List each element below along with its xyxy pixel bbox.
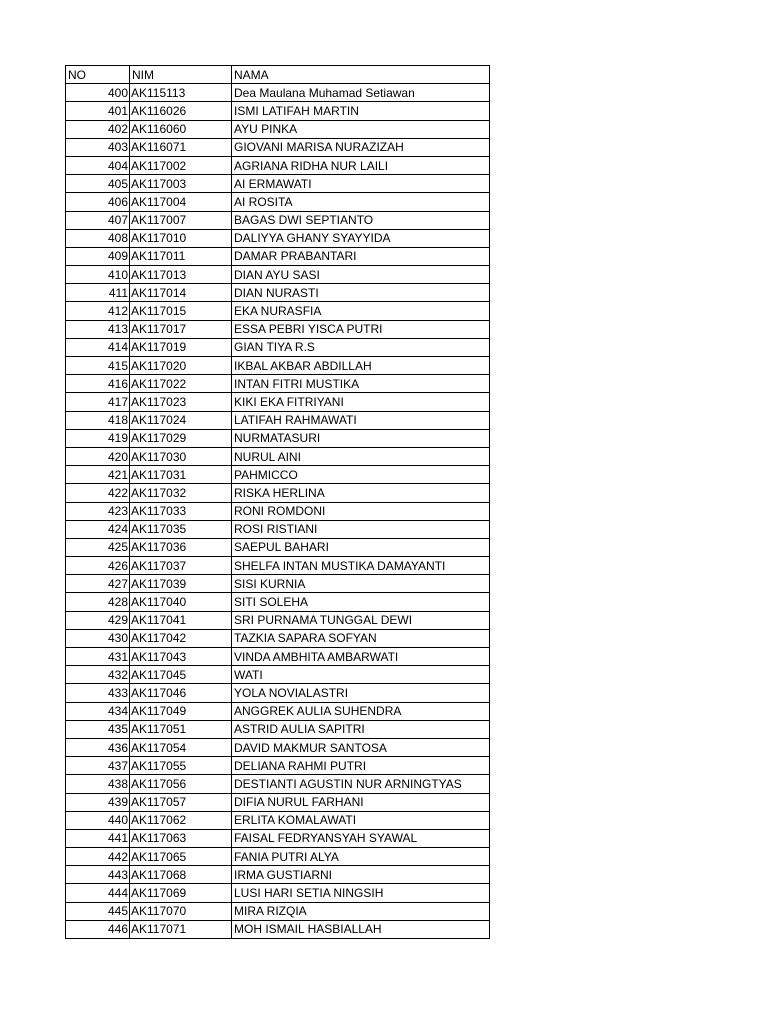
row-nama-cell: YOLA NOVIALASTRI bbox=[232, 684, 490, 702]
row-nim-cell: AK117045 bbox=[130, 666, 232, 684]
table-row bbox=[66, 466, 490, 484]
table-row bbox=[66, 848, 490, 866]
row-no-cell: 409 bbox=[66, 247, 130, 265]
row-nim-cell: AK117051 bbox=[130, 720, 232, 738]
row-nama-cell: ASTRID AULIA SAPITRI bbox=[232, 720, 490, 738]
table-row bbox=[66, 175, 490, 193]
table-row bbox=[66, 611, 490, 629]
row-nim-cell: AK117063 bbox=[130, 829, 232, 847]
row-nim-cell: AK117004 bbox=[130, 193, 232, 211]
row-no-cell: 418 bbox=[66, 411, 130, 429]
row-nama-cell: GIAN TIYA R.S bbox=[232, 338, 490, 356]
row-no-cell: 446 bbox=[66, 920, 130, 938]
row-nama-cell: RONI ROMDONI bbox=[232, 502, 490, 520]
row-nim-cell: AK117041 bbox=[130, 611, 232, 629]
row-no-cell: 443 bbox=[66, 866, 130, 884]
table-row bbox=[66, 702, 490, 720]
row-no-cell: 430 bbox=[66, 629, 130, 647]
table-row bbox=[66, 902, 490, 920]
table-row bbox=[66, 393, 490, 411]
table-row bbox=[66, 520, 490, 538]
table-row bbox=[66, 738, 490, 756]
row-nama-cell: RISKA HERLINA bbox=[232, 484, 490, 502]
row-no-cell: 421 bbox=[66, 466, 130, 484]
row-no-cell: 408 bbox=[66, 229, 130, 247]
table-body bbox=[66, 84, 490, 939]
row-nim-cell: AK117035 bbox=[130, 520, 232, 538]
row-no-cell: 429 bbox=[66, 611, 130, 629]
row-nim-cell: AK117062 bbox=[130, 811, 232, 829]
table-row bbox=[66, 811, 490, 829]
row-nama-cell: SITI SOLEHA bbox=[232, 593, 490, 611]
row-nama-cell: FAISAL FEDRYANSYAH SYAWAL bbox=[232, 829, 490, 847]
table-row bbox=[66, 320, 490, 338]
row-nama-cell: DESTIANTI AGUSTIN NUR ARNINGTYAS bbox=[232, 775, 490, 793]
row-no-cell: 440 bbox=[66, 811, 130, 829]
row-nama-cell: DIAN NURASTI bbox=[232, 284, 490, 302]
row-nim-cell: AK117019 bbox=[130, 338, 232, 356]
table-row bbox=[66, 829, 490, 847]
row-nama-cell: IKBAL AKBAR ABDILLAH bbox=[232, 357, 490, 375]
row-nama-cell: SAEPUL BAHARI bbox=[232, 538, 490, 556]
row-nim-cell: AK117032 bbox=[130, 484, 232, 502]
row-nama-cell: VINDA AMBHITA AMBARWATI bbox=[232, 648, 490, 666]
row-nama-cell: IRMA GUSTIARNI bbox=[232, 866, 490, 884]
row-no-cell: 425 bbox=[66, 538, 130, 556]
table-row bbox=[66, 502, 490, 520]
row-no-cell: 423 bbox=[66, 502, 130, 520]
row-nama-cell: ERLITA KOMALAWATI bbox=[232, 811, 490, 829]
row-nim-cell: AK117049 bbox=[130, 702, 232, 720]
row-nim-cell: AK117042 bbox=[130, 629, 232, 647]
row-no-cell: 442 bbox=[66, 848, 130, 866]
row-nama-cell: SRI PURNAMA TUNGGAL DEWI bbox=[232, 611, 490, 629]
row-no-cell: 426 bbox=[66, 557, 130, 575]
row-nama-cell: AI ROSITA bbox=[232, 193, 490, 211]
row-no-cell: 410 bbox=[66, 266, 130, 284]
row-no-cell: 414 bbox=[66, 338, 130, 356]
row-nama-cell: DIAN AYU SASI bbox=[232, 266, 490, 284]
row-nim-cell: AK117046 bbox=[130, 684, 232, 702]
table-row bbox=[66, 484, 490, 502]
table-row bbox=[66, 357, 490, 375]
row-nama-cell: ESSA PEBRI YISCA PUTRI bbox=[232, 320, 490, 338]
row-nim-cell: AK117057 bbox=[130, 793, 232, 811]
table-row bbox=[66, 229, 490, 247]
row-no-cell: 427 bbox=[66, 575, 130, 593]
row-no-cell: 415 bbox=[66, 357, 130, 375]
row-nim-cell: AK117002 bbox=[130, 156, 232, 174]
table-row bbox=[66, 538, 490, 556]
header-no: NO bbox=[66, 66, 130, 84]
row-no-cell: 405 bbox=[66, 175, 130, 193]
row-no-cell: 436 bbox=[66, 738, 130, 756]
row-no-cell: 403 bbox=[66, 138, 130, 156]
table-row bbox=[66, 429, 490, 447]
table-row bbox=[66, 211, 490, 229]
row-no-cell: 407 bbox=[66, 211, 130, 229]
row-nama-cell: WATI bbox=[232, 666, 490, 684]
row-nim-cell: AK117007 bbox=[130, 211, 232, 229]
table-row bbox=[66, 866, 490, 884]
row-no-cell: 411 bbox=[66, 284, 130, 302]
row-nama-cell: MOH ISMAIL HASBIALLAH bbox=[232, 920, 490, 938]
row-no-cell: 420 bbox=[66, 447, 130, 465]
row-nim-cell: AK117033 bbox=[130, 502, 232, 520]
row-nim-cell: AK117037 bbox=[130, 557, 232, 575]
table-row bbox=[66, 593, 490, 611]
row-no-cell: 437 bbox=[66, 757, 130, 775]
row-nama-cell: AI ERMAWATI bbox=[232, 175, 490, 193]
row-nama-cell: Dea Maulana Muhamad Setiawan bbox=[232, 84, 490, 102]
row-no-cell: 422 bbox=[66, 484, 130, 502]
row-nama-cell: KIKI EKA FITRIYANI bbox=[232, 393, 490, 411]
table-row bbox=[66, 84, 490, 102]
row-nama-cell: ANGGREK AULIA SUHENDRA bbox=[232, 702, 490, 720]
row-no-cell: 412 bbox=[66, 302, 130, 320]
row-nim-cell: AK115113 bbox=[130, 84, 232, 102]
table-row bbox=[66, 247, 490, 265]
row-nim-cell: AK117070 bbox=[130, 902, 232, 920]
row-no-cell: 432 bbox=[66, 666, 130, 684]
row-nim-cell: AK117071 bbox=[130, 920, 232, 938]
row-no-cell: 444 bbox=[66, 884, 130, 902]
table-row bbox=[66, 284, 490, 302]
row-nim-cell: AK117068 bbox=[130, 866, 232, 884]
row-nama-cell: SHELFA INTAN MUSTIKA DAMAYANTI bbox=[232, 557, 490, 575]
table-row bbox=[66, 102, 490, 120]
header-row bbox=[66, 66, 490, 84]
header-nama: NAMA bbox=[232, 66, 490, 84]
row-no-cell: 413 bbox=[66, 320, 130, 338]
row-nim-cell: AK117023 bbox=[130, 393, 232, 411]
row-nim-cell: AK117003 bbox=[130, 175, 232, 193]
row-nama-cell: DALIYYA GHANY SYAYYIDA bbox=[232, 229, 490, 247]
row-nama-cell: FANIA PUTRI ALYA bbox=[232, 848, 490, 866]
table-row bbox=[66, 193, 490, 211]
table-row bbox=[66, 666, 490, 684]
row-no-cell: 406 bbox=[66, 193, 130, 211]
row-nama-cell: EKA NURASFIA bbox=[232, 302, 490, 320]
table-row bbox=[66, 266, 490, 284]
row-no-cell: 402 bbox=[66, 120, 130, 138]
row-nim-cell: AK117011 bbox=[130, 247, 232, 265]
row-no-cell: 439 bbox=[66, 793, 130, 811]
row-nama-cell: LATIFAH RAHMAWATI bbox=[232, 411, 490, 429]
row-nama-cell: ROSI RISTIANI bbox=[232, 520, 490, 538]
table-row bbox=[66, 156, 490, 174]
row-nama-cell: NURUL AINI bbox=[232, 447, 490, 465]
table-row bbox=[66, 629, 490, 647]
row-nim-cell: AK117040 bbox=[130, 593, 232, 611]
row-nama-cell: DAVID MAKMUR SANTOSA bbox=[232, 738, 490, 756]
row-nama-cell: AGRIANA RIDHA NUR LAILI bbox=[232, 156, 490, 174]
row-no-cell: 438 bbox=[66, 775, 130, 793]
row-nama-cell: NURMATASURI bbox=[232, 429, 490, 447]
row-nim-cell: AK116071 bbox=[130, 138, 232, 156]
table-row bbox=[66, 138, 490, 156]
row-nim-cell: AK117056 bbox=[130, 775, 232, 793]
row-nama-cell: AYU PINKA bbox=[232, 120, 490, 138]
row-nama-cell: LUSI HARI SETIA NINGSIH bbox=[232, 884, 490, 902]
row-nim-cell: AK117039 bbox=[130, 575, 232, 593]
row-no-cell: 434 bbox=[66, 702, 130, 720]
row-nim-cell: AK117055 bbox=[130, 757, 232, 775]
row-no-cell: 424 bbox=[66, 520, 130, 538]
row-no-cell: 431 bbox=[66, 648, 130, 666]
table-row bbox=[66, 884, 490, 902]
row-nim-cell: AK117022 bbox=[130, 375, 232, 393]
row-nim-cell: AK117010 bbox=[130, 229, 232, 247]
table-row bbox=[66, 684, 490, 702]
row-nim-cell: AK117036 bbox=[130, 538, 232, 556]
row-no-cell: 428 bbox=[66, 593, 130, 611]
row-no-cell: 441 bbox=[66, 829, 130, 847]
row-nama-cell: MIRA RIZQIA bbox=[232, 902, 490, 920]
row-nim-cell: AK117029 bbox=[130, 429, 232, 447]
row-nim-cell: AK117043 bbox=[130, 648, 232, 666]
table-row bbox=[66, 648, 490, 666]
row-nama-cell: INTAN FITRI MUSTIKA bbox=[232, 375, 490, 393]
row-nama-cell: DIFIA NURUL FARHANI bbox=[232, 793, 490, 811]
table-row bbox=[66, 447, 490, 465]
table-row bbox=[66, 120, 490, 138]
row-nim-cell: AK117069 bbox=[130, 884, 232, 902]
table-row bbox=[66, 338, 490, 356]
row-no-cell: 401 bbox=[66, 102, 130, 120]
row-nim-cell: AK116026 bbox=[130, 102, 232, 120]
row-nim-cell: AK117020 bbox=[130, 357, 232, 375]
row-no-cell: 419 bbox=[66, 429, 130, 447]
table-row bbox=[66, 757, 490, 775]
row-nim-cell: AK117017 bbox=[130, 320, 232, 338]
row-nim-cell: AK117024 bbox=[130, 411, 232, 429]
row-no-cell: 416 bbox=[66, 375, 130, 393]
row-nim-cell: AK117065 bbox=[130, 848, 232, 866]
row-nim-cell: AK117054 bbox=[130, 738, 232, 756]
row-no-cell: 445 bbox=[66, 902, 130, 920]
student-table bbox=[65, 65, 490, 939]
row-nim-cell: AK117030 bbox=[130, 447, 232, 465]
table-row bbox=[66, 720, 490, 738]
row-nim-cell: AK117015 bbox=[130, 302, 232, 320]
table-row bbox=[66, 411, 490, 429]
row-nama-cell: BAGAS DWI SEPTIANTO bbox=[232, 211, 490, 229]
row-nim-cell: AK117014 bbox=[130, 284, 232, 302]
row-nama-cell: GIOVANI MARISA NURAZIZAH bbox=[232, 138, 490, 156]
row-nim-cell: AK117031 bbox=[130, 466, 232, 484]
table-row bbox=[66, 775, 490, 793]
row-no-cell: 435 bbox=[66, 720, 130, 738]
row-no-cell: 400 bbox=[66, 84, 130, 102]
row-nama-cell: ISMI LATIFAH MARTIN bbox=[232, 102, 490, 120]
row-no-cell: 417 bbox=[66, 393, 130, 411]
row-nim-cell: AK117013 bbox=[130, 266, 232, 284]
row-no-cell: 404 bbox=[66, 156, 130, 174]
row-nama-cell: DAMAR PRABANTARI bbox=[232, 247, 490, 265]
row-nama-cell: SISI KURNIA bbox=[232, 575, 490, 593]
table-row bbox=[66, 793, 490, 811]
row-nim-cell: AK116060 bbox=[130, 120, 232, 138]
table-row bbox=[66, 302, 490, 320]
row-nama-cell: DELIANA RAHMI PUTRI bbox=[232, 757, 490, 775]
row-nama-cell: TAZKIA SAPARA SOFYAN bbox=[232, 629, 490, 647]
header-nim: NIM bbox=[130, 66, 232, 84]
table-row bbox=[66, 575, 490, 593]
table-row bbox=[66, 375, 490, 393]
table-row bbox=[66, 557, 490, 575]
table-header bbox=[66, 66, 490, 84]
row-nama-cell: PAHMICCO bbox=[232, 466, 490, 484]
row-no-cell: 433 bbox=[66, 684, 130, 702]
table-row bbox=[66, 920, 490, 938]
